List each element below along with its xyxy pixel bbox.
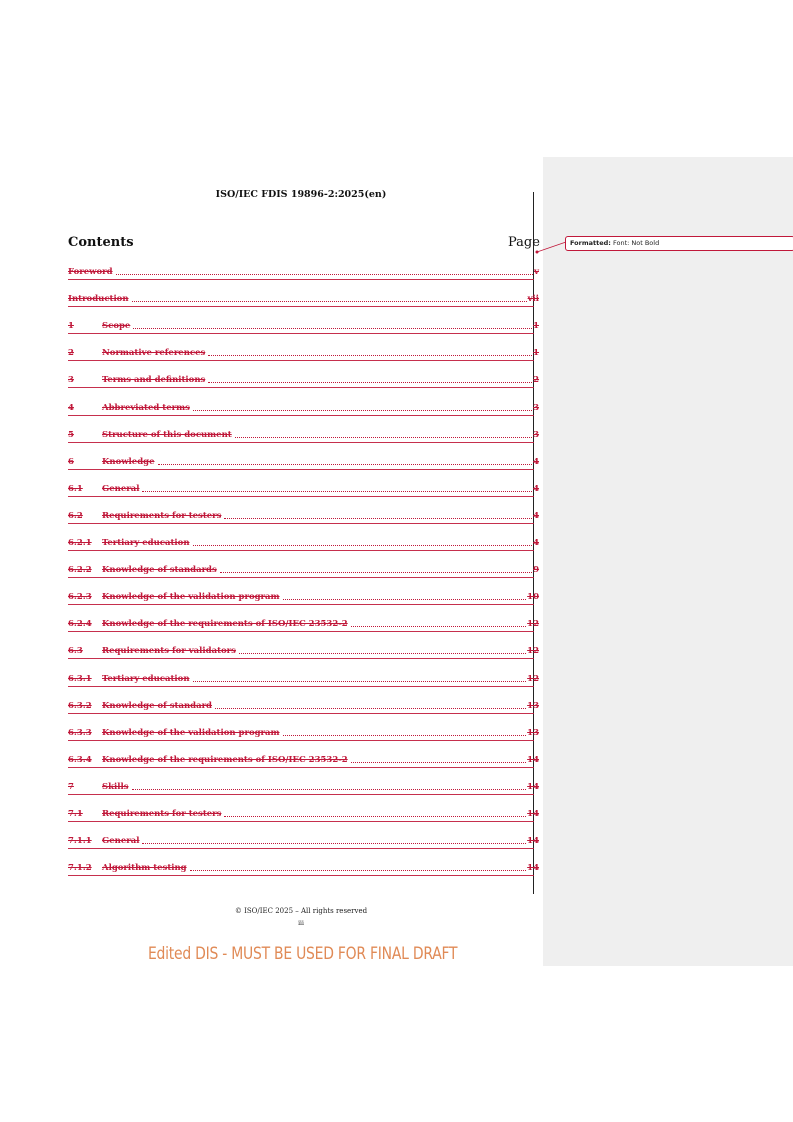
toc-entry-page: 4 xyxy=(533,456,539,467)
toc-entry-title: General xyxy=(102,836,140,847)
toc-entry-number: 6.2.1 xyxy=(68,538,92,548)
toc-entry-title: Skills xyxy=(102,781,129,792)
toc-entry-page: vii xyxy=(527,294,539,305)
toc-entry-number: 7 xyxy=(68,781,74,792)
toc-entry-number: 2 xyxy=(68,348,74,359)
toc-entry-title: Abbreviated terms xyxy=(102,402,190,413)
toc-entry-page: 14 xyxy=(527,754,539,765)
toc-entry-page: 3 xyxy=(533,429,539,440)
page-number: iii xyxy=(298,920,304,927)
toc-entry-number: 6.3.2 xyxy=(68,700,92,711)
toc-entry-number: 6.3 xyxy=(68,646,83,657)
toc-entry-title: Requirements for validators xyxy=(102,646,236,657)
toc-entry-title: Terms and definitions xyxy=(102,375,206,386)
toc-entry-title: Knowledge xyxy=(102,456,155,467)
toc-entry-title: Tertiary education xyxy=(102,673,190,684)
toc-entry-title: Requirements for testers xyxy=(102,809,222,819)
toc-entry-page: 14 xyxy=(527,781,539,792)
toc-entry-title: Knowledge of the requirements of ISO/IEC 23532-2 xyxy=(102,754,348,765)
toc-entry-number: 3 xyxy=(68,375,74,386)
toc-entry-page: 12 xyxy=(527,673,539,684)
toc-entry-number: 5 xyxy=(68,429,74,440)
toc-entry-page: 13 xyxy=(527,727,539,738)
toc-entry-number: 6.2 xyxy=(68,510,83,521)
toc-entry-number: 7.1.2 xyxy=(68,863,92,874)
toc-entry-page: 10 xyxy=(527,592,539,603)
toc-entry-number: 7.1.1 xyxy=(68,836,92,847)
toc-entry-page: v xyxy=(534,267,539,277)
toc-entry-title: Knowledge of the validation program xyxy=(102,592,280,603)
formatting-comment-balloon[interactable] xyxy=(565,236,793,251)
toc-entry-page: 1 xyxy=(533,348,539,359)
toc-entry-page: 4 xyxy=(533,538,539,548)
toc-entry-number: 4 xyxy=(68,402,74,413)
toc-entry-title: Algorithm testing xyxy=(102,863,187,874)
toc-entry-number: 6.3.4 xyxy=(68,754,92,765)
toc-entry-page: 3 xyxy=(533,402,539,413)
toc-entry-title: Knowledge of the requirements of ISO/IEC 23532-2 xyxy=(102,619,348,630)
toc-entry-number: 6.3.3 xyxy=(68,727,92,738)
document-header: ISO/IEC FDIS 19896-2:2025(en) xyxy=(215,189,387,200)
toc-entry-title: Requirements for testers xyxy=(102,510,222,521)
comment-text: Font: Not Bold xyxy=(612,239,660,247)
toc-entry-number: 6 xyxy=(68,456,74,467)
toc-entry-number: 7.1 xyxy=(68,809,83,819)
copyright-notice: © ISO/IEC 2025 – All rights reserved xyxy=(234,907,368,915)
toc-entry-page: 14 xyxy=(527,809,539,819)
toc-entry-number: 6.3.1 xyxy=(68,673,92,684)
toc-entry-title: Knowledge of standard xyxy=(102,700,213,711)
toc-entry-title: Structure of this document xyxy=(102,429,232,440)
toc-entry-title: Introduction xyxy=(68,294,129,305)
toc-entry-title: Scope xyxy=(102,321,131,332)
toc-entry-page: 12 xyxy=(527,619,539,630)
toc-entry-title: Knowledge of the validation program xyxy=(102,727,280,738)
toc-entry-title: Foreword xyxy=(68,267,113,277)
toc-entry-page: 4 xyxy=(533,483,539,494)
toc-entry-page: 1 xyxy=(533,321,539,332)
toc-entry-number: 6.1 xyxy=(68,483,83,494)
toc-entry-title: General xyxy=(102,483,140,494)
toc-entry-title: Tertiary education xyxy=(102,538,190,548)
toc-entry-page: 12 xyxy=(527,646,539,657)
toc-entry-number: 6.2.3 xyxy=(68,592,92,603)
toc-entry-title: Knowledge of standards xyxy=(102,565,217,576)
comment-label: Formatted: xyxy=(570,239,611,247)
contents-heading: Contents xyxy=(68,235,134,250)
toc-entry-page: 2 xyxy=(533,375,539,386)
toc-entry-number: 6.2.4 xyxy=(68,619,92,630)
toc-entry-title: Normative references xyxy=(102,348,206,359)
draft-watermark: Edited DIS - MUST BE USED FOR FINAL DRAFT xyxy=(148,944,458,964)
toc-entry-number: 1 xyxy=(68,321,74,332)
toc-entry-number: 6.2.2 xyxy=(68,565,92,576)
toc-entry-page: 13 xyxy=(527,700,539,711)
toc-entry-page: 4 xyxy=(533,510,539,521)
toc-entry-page: 9 xyxy=(533,565,539,576)
toc-entry-page: 14 xyxy=(527,863,539,874)
toc-entry-page: 14 xyxy=(527,836,539,847)
page-column-label: Page xyxy=(508,235,540,250)
